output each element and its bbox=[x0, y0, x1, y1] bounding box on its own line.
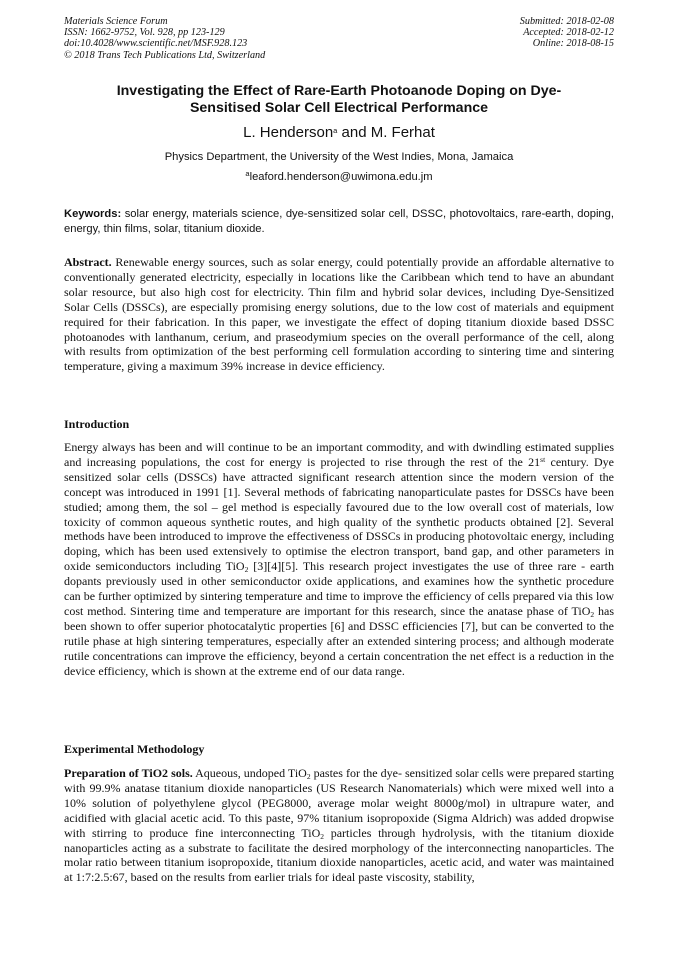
abstract-text: Renewable energy sources, such as solar energy, could potentially provide an affordable alternative to conventionally generated electricity, especially in locations like the Caribbean which tend to have an abundant solar resource, but also high cost for electricity. Thin film and hybrid solar devices, including Dye-Sensitized Solar Cells (DSSCs), are especially promising energy solutions, due to the low cost of materials and equipment required for their fabrication. In this paper, we investigate the effect of doping titanium dioxide based DSSC photoanodes with lanthanum, cerium, and praseodymium species on the overall performance of the cell, along with results from optimization of the best performing cell formulation according to sintering time and sintering temperature, giving a maximum 39% increase in device efficiency. bbox=[64, 255, 614, 374]
prep-text-3: particles through hydrolysis, with the titanium dioxide nanoparticles acting as a substrate to facilitate the desired morphology of the interconnecting nanoparticles. The molar ratio between titanium isopropoxide, titanium dioxide nanoparticles, acetic acid, and water was maintained at 1:7:2.5:67, based on the results from earlier trials for ideal paste viscosity, stability, bbox=[64, 825, 614, 885]
doi-line[interactable]: doi:10.4028/www.scientific.net/MSF.928.123 bbox=[64, 38, 248, 50]
title-line-2: Sensitised Solar Cell Electrical Performance bbox=[189, 100, 489, 116]
prep-subscript-1: 2 bbox=[306, 772, 311, 781]
email-superscript: a bbox=[245, 169, 250, 178]
intro-superscript: st bbox=[540, 454, 546, 464]
header-right bbox=[520, 16, 614, 50]
abstract-label: Abstract. bbox=[64, 255, 112, 269]
experimental-heading: Experimental Methodology bbox=[64, 742, 205, 756]
prep-subscript-2: 2 bbox=[320, 831, 325, 841]
prep-text-1: Aqueous, undoped TiO bbox=[192, 766, 307, 780]
keywords bbox=[64, 207, 614, 237]
abstract bbox=[64, 255, 614, 374]
intro-text-4: has been shown to offer superior photocatalytic properties [6] and DSSC efficiencies [7], but can be converted to the rutile phase at high sintering temperatures, especially after an extended sintering process; and although moderate rutile concentrations can improve the efficiency, beyond a certain concentration the net effect is a reduction in the device efficiency, which is shown at the extreme end of our data range. bbox=[64, 603, 615, 678]
copyright-line: © 2018 Trans Tech Publications Ltd, Switzerland bbox=[64, 49, 266, 61]
intro-text-2: century. Dye sensitized solar cells (DSSCs) have attracted significant research attention since the modern version of the concept was introduced in 1991 [1]. Several methods of fabricating nanoparticulate pastes for DSSCs have been studied; among them, the sol – gel method is especially favoured due to the low overall cost of materials, low toxicity of common aqueous synthetic routes, and high quality of the synthetic products obtained [2]. Several methods have been introduced to improve the effectiveness of DSSCs in producing photovoltaic energy, including doping, which has been used extensively to optimise the electron transport, band gap, and other parameters in oxide semiconductors including TiO bbox=[64, 454, 614, 574]
introduction-paragraph bbox=[64, 440, 614, 679]
affiliation: Physics Department, the University of the West Indies, Mona, Jamaica bbox=[164, 151, 514, 163]
introduction-heading: Introduction bbox=[64, 417, 130, 431]
email-line bbox=[0, 170, 678, 184]
intro-text-1: Energy always has been and will continue to be an important commodity, and with dwindling estimated supplies and increasing populations, the cost for energy is projected to rise through the rest of the 21 bbox=[64, 440, 614, 469]
header-left bbox=[64, 16, 265, 61]
intro-subscript-1: 2 bbox=[244, 565, 249, 575]
author-2: and M. Ferhat bbox=[337, 124, 435, 141]
intro-text-3: [3][4][5]. This research project investigates the use of three rare - earth dopants previously used in other semiconductor oxide applications, and examines how the synthetic procedure can be further optimized by sintering temperature and time to improve the efficiency of cells prepared via this low cost method. Sintering time and temperature are important for this research, since the anatase phase of TiO bbox=[64, 559, 614, 618]
author-1: L. Henderson bbox=[243, 124, 334, 141]
preparation-paragraph bbox=[64, 766, 614, 885]
email-address[interactable]: leaford.henderson@uwimona.edu.jm bbox=[249, 171, 433, 183]
keywords-text: solar energy, materials science, dye-sensitized solar cell, DSSC, photovoltaics, rare-earth, doping, energy, thin films, solar, titanium dioxide. bbox=[64, 208, 614, 235]
title-line-1: Investigating the Effect of Rare-Earth Photoanode Doping on Dye- bbox=[116, 83, 562, 99]
issn-line: ISSN: 1662-9752, Vol. 928, pp 123-129 bbox=[64, 27, 225, 39]
keywords-label: Keywords: bbox=[64, 208, 122, 220]
online-date: Online: 2018-08-15 bbox=[532, 38, 614, 50]
preparation-subheading: Preparation of TiO2 sols. bbox=[64, 766, 193, 780]
authors bbox=[0, 124, 678, 142]
intro-subscript-2: 2 bbox=[590, 609, 595, 619]
prep-text-2: pastes for the dye- sensitized solar cells were prepared starting with 99.9% anatase titanium dioxide nanoparticles (US Research Nanomaterials) which were mixed well into a 10% solution of polyethylene glycol (PEG8000, average molar weight 8000g/mol) in ultrapure water, and acidified with glacial acetic acid. To this paste, 97% titanium isopropoxide (Sigma Aldrich) was added dropwise with stirring to produce fine interconnecting TiO bbox=[64, 766, 614, 840]
submitted-date: Submitted: 2018-02-08 bbox=[519, 16, 614, 27]
accepted-date: Accepted: 2018-02-12 bbox=[523, 27, 614, 39]
author-1-superscript: a bbox=[333, 126, 338, 135]
journal-name: Materials Science Forum bbox=[64, 16, 168, 27]
paper-title bbox=[70, 83, 608, 117]
